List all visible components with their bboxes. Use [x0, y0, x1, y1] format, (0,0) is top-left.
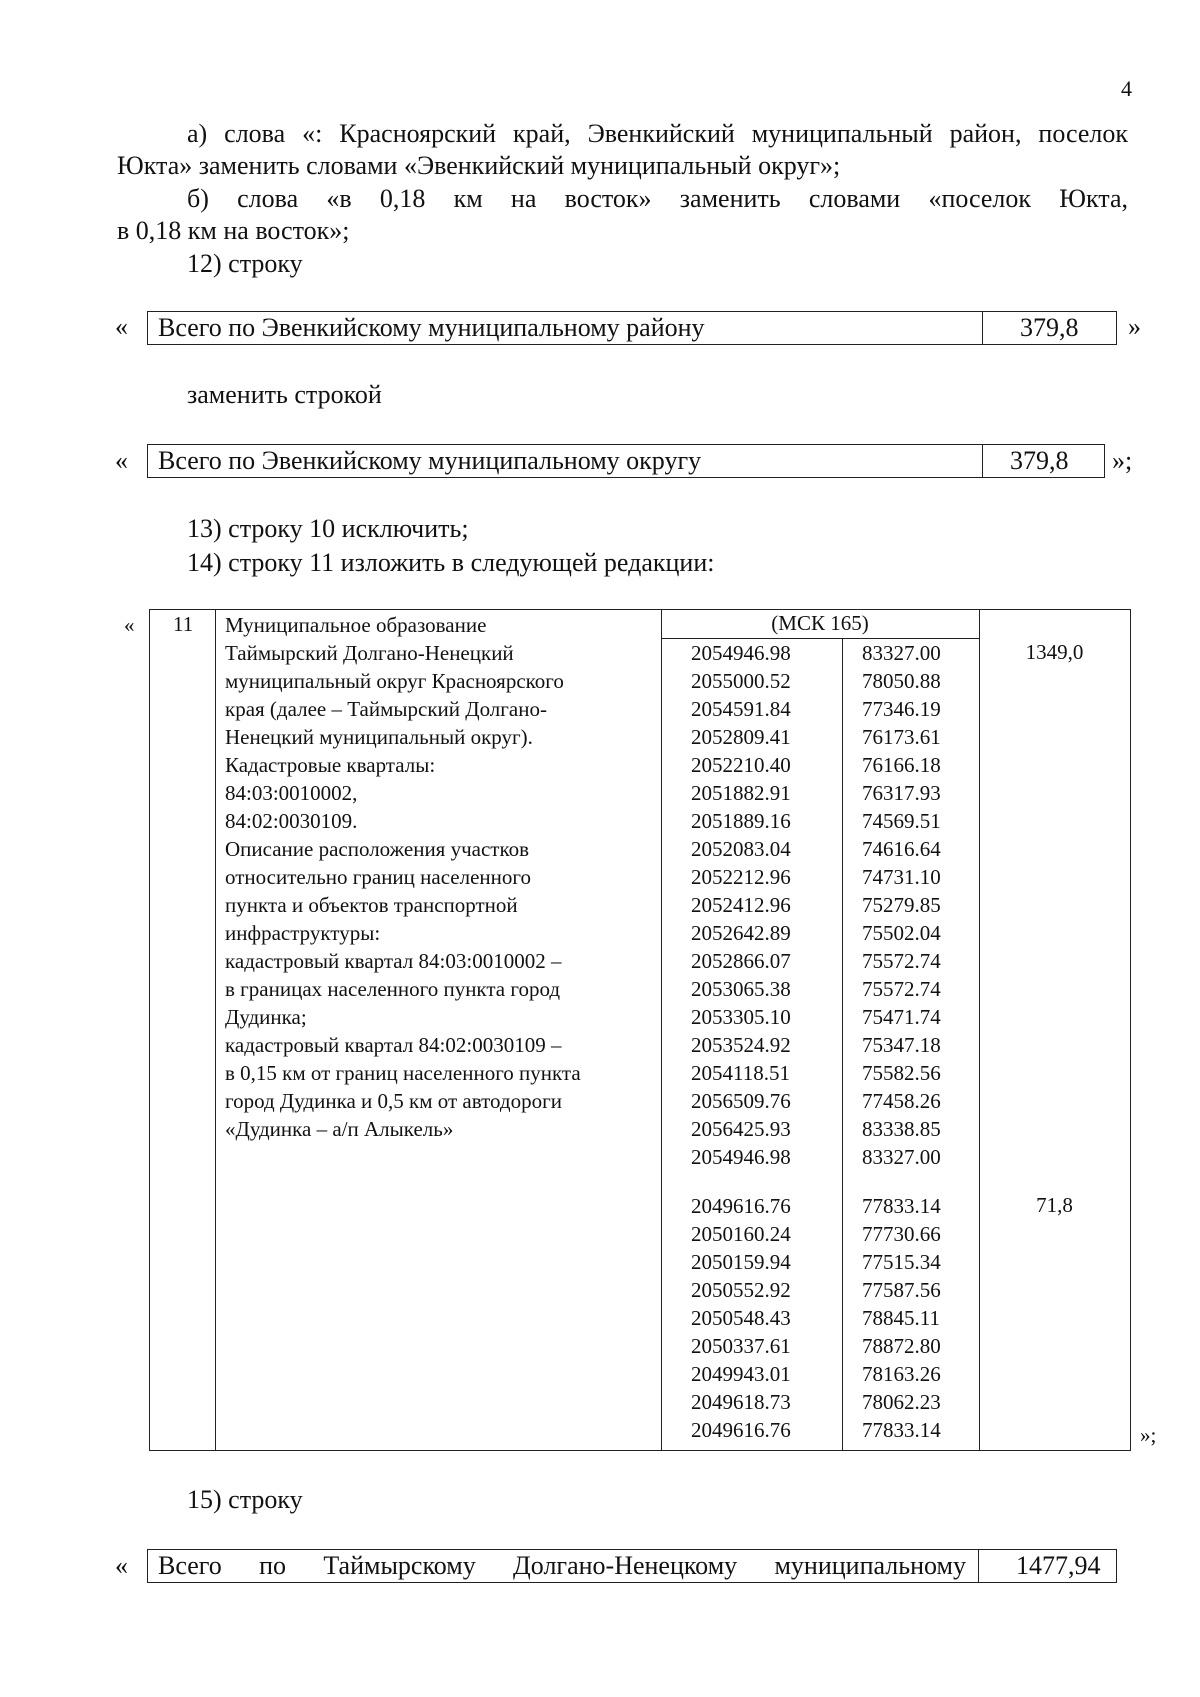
para-a-line1: а) слова «: Красноярский край, Эвенкийский муниципальный район, поселок — [187, 119, 1128, 148]
coordinates-table — [149, 609, 1131, 1451]
description-line: Описание расположения участков — [225, 837, 530, 861]
coord-x: 2049616.76 — [691, 1418, 791, 1442]
coord-x: 2054591.84 — [691, 697, 791, 721]
coord-row — [661, 751, 979, 779]
item-12: 12) строку — [187, 249, 303, 278]
box3-open-quote: « — [115, 1551, 128, 1580]
para-b-line1: б) слова «в 0,18 км на восток» заменить словами «поселок Юкта, — [187, 184, 1128, 213]
coord-y: 78845.11 — [862, 1306, 940, 1330]
box1-close-quote: » — [1128, 312, 1141, 341]
coord-y: 78163.26 — [862, 1362, 941, 1386]
table-open-quote: « — [124, 613, 135, 637]
item-14: 14) строку 11 изложить в следующей редакции: — [187, 548, 715, 577]
coord-x: 2051882.91 — [691, 781, 791, 805]
coord-row — [661, 1003, 979, 1031]
coord-x: 2051889.16 — [691, 809, 791, 833]
box2-label: Всего по Эвенкийскому муниципальному округу — [158, 446, 702, 475]
coord-row — [661, 1143, 979, 1171]
coord-row — [661, 667, 979, 695]
description-line: в 0,15 км от границ населенного пункта — [225, 1061, 581, 1085]
coord-x: 2054946.98 — [691, 641, 791, 665]
row-number: 11 — [173, 612, 194, 636]
description-line: Муниципальное образование — [225, 613, 487, 637]
description-line: края (далее – Таймырский Долгано- — [225, 697, 547, 721]
coord-y: 76317.93 — [862, 781, 941, 805]
coord-x: 2050337.61 — [691, 1334, 791, 1358]
coord-y: 75502.04 — [862, 921, 941, 945]
coord-system-header: (МСК 165) — [771, 611, 869, 635]
description-line: кадастровый квартал 84:03:0010002 – — [225, 949, 562, 973]
coord-y: 75471.74 — [862, 1005, 941, 1029]
coord-y: 77346.19 — [862, 697, 941, 721]
coord-x: 2052809.41 — [691, 725, 791, 749]
coord-row — [661, 807, 979, 835]
coord-row — [661, 947, 979, 975]
para-b-line2: в 0,18 км на восток»; — [117, 216, 350, 245]
description-line: муниципальный округ Красноярского — [225, 669, 564, 693]
coord-row — [661, 1115, 979, 1143]
description-cell — [225, 611, 581, 1143]
description-line: Кадастровые кварталы: — [225, 753, 436, 777]
coord-row — [661, 1087, 979, 1115]
box3-word: Долгано-Ненецкому — [513, 1551, 738, 1580]
coord-x: 2052083.04 — [691, 837, 791, 861]
box3-word: Всего — [158, 1551, 222, 1580]
coord-y: 76166.18 — [862, 753, 941, 777]
coord-x: 2052212.96 — [691, 865, 791, 889]
coord-x: 2053065.38 — [691, 977, 791, 1001]
coord-y: 83338.85 — [862, 1117, 941, 1141]
coord-y: 77587.56 — [862, 1278, 941, 1302]
coord-y: 74616.64 — [862, 837, 941, 861]
coord-row — [661, 1360, 979, 1388]
coord-x: 2052642.89 — [691, 921, 791, 945]
coord-y: 74569.51 — [862, 809, 941, 833]
description-line: город Дудинка и 0,5 км от автодороги — [225, 1089, 562, 1113]
coord-row — [661, 1220, 979, 1248]
coord-y: 77833.14 — [862, 1418, 941, 1442]
coord-y: 76173.61 — [862, 725, 941, 749]
para-a-line2: Юкта» заменить словами «Эвенкийский муниципальный округ»; — [117, 151, 841, 180]
coord-y: 78062.23 — [862, 1390, 941, 1414]
item-15: 15) строку — [187, 1485, 303, 1514]
box3-label — [158, 1550, 966, 1582]
coord-y: 77515.34 — [862, 1250, 941, 1274]
description-line: Таймырский Долгано-Ненецкий — [225, 641, 514, 665]
description-line: 84:02:0030109. — [225, 809, 358, 833]
coord-y: 75279.85 — [862, 893, 941, 917]
description-line: Ненецкий муниципальный округ). — [225, 725, 533, 749]
coord-x: 2054118.51 — [691, 1061, 790, 1085]
coord-x: 2055000.52 — [691, 669, 791, 693]
coord-row — [661, 863, 979, 891]
description-line: инфраструктуры: — [225, 921, 381, 945]
box1-label: Всего по Эвенкийскому муниципальному району — [158, 313, 705, 342]
description-line: относительно границ населенного — [225, 865, 531, 889]
coord-row — [661, 1416, 979, 1444]
box1-open-quote: « — [115, 312, 128, 341]
description-line: в границах населенного пункта город — [225, 977, 561, 1001]
description-line: «Дудинка – а/п Алыкель» — [225, 1117, 454, 1141]
description-line: Дудинка; — [225, 1005, 307, 1029]
coord-row — [661, 779, 979, 807]
coord-y: 75347.18 — [862, 1033, 941, 1057]
coord-x: 2056509.76 — [691, 1089, 791, 1113]
coord-row — [661, 835, 979, 863]
area-2: 71,8 — [1036, 1193, 1073, 1217]
coord-x: 2049618.73 — [691, 1390, 791, 1414]
coord-row — [661, 723, 979, 751]
coord-row — [661, 1248, 979, 1276]
box3-word: муниципальному — [774, 1551, 966, 1580]
coord-row — [661, 1276, 979, 1304]
description-line: 84:03:0010002, — [225, 781, 358, 805]
coord-x: 2050548.43 — [691, 1306, 791, 1330]
box2-close-quote: »; — [1112, 446, 1133, 475]
coord-y: 78872.80 — [862, 1334, 941, 1358]
coord-x: 2052412.96 — [691, 893, 791, 917]
coord-x: 2053305.10 — [691, 1005, 791, 1029]
area-1: 1349,0 — [1025, 640, 1084, 664]
table-close-quote: »; — [1140, 1423, 1157, 1447]
coord-row — [661, 1031, 979, 1059]
coord-x: 2056425.93 — [691, 1117, 791, 1141]
coord-x: 2052210.40 — [691, 753, 791, 777]
coord-row — [661, 1192, 979, 1220]
description-line: кадастровый квартал 84:02:0030109 – — [225, 1033, 562, 1057]
box1-row — [147, 311, 1117, 345]
coord-row — [661, 975, 979, 1003]
coord-y: 77833.14 — [862, 1194, 941, 1218]
coord-y: 83327.00 — [862, 641, 941, 665]
box3-word: Таймырскому — [323, 1551, 476, 1580]
coord-x: 2049616.76 — [691, 1194, 791, 1218]
box1-value: 379,8 — [1020, 313, 1079, 342]
box3-row — [147, 1549, 1117, 1583]
coord-row — [661, 1332, 979, 1360]
coord-y: 77730.66 — [862, 1222, 941, 1246]
coord-x: 2050552.92 — [691, 1278, 791, 1302]
coord-x: 2053524.92 — [691, 1033, 791, 1057]
coord-row — [661, 891, 979, 919]
description-line: пункта и объектов транспортной — [225, 893, 518, 917]
box2-open-quote: « — [115, 446, 128, 475]
replace-text: заменить строкой — [187, 380, 382, 409]
coord-y: 77458.26 — [862, 1089, 941, 1113]
box2-row — [147, 444, 1105, 478]
coord-y: 75572.74 — [862, 977, 941, 1001]
coord-row — [661, 1304, 979, 1332]
coord-row — [661, 639, 979, 667]
coord-row — [661, 695, 979, 723]
coord-y: 83327.00 — [862, 1145, 941, 1169]
box3-word: по — [259, 1551, 286, 1580]
coord-x: 2052866.07 — [691, 949, 791, 973]
box3-value: 1477,94 — [1016, 1551, 1101, 1580]
coord-x: 2050160.24 — [691, 1222, 791, 1246]
coord-row — [661, 1059, 979, 1087]
coord-x: 2050159.94 — [691, 1250, 791, 1274]
coord-x: 2049943.01 — [691, 1362, 791, 1386]
coord-row — [661, 919, 979, 947]
coord-y: 75582.56 — [862, 1061, 941, 1085]
item-13: 13) строку 10 исключить; — [187, 514, 469, 543]
coord-x: 2054946.98 — [691, 1145, 791, 1169]
coord-row — [661, 1388, 979, 1416]
page-number: 4 — [1121, 76, 1132, 101]
coord-y: 75572.74 — [862, 949, 941, 973]
coord-y: 74731.10 — [862, 865, 941, 889]
box2-value: 379,8 — [1010, 446, 1069, 475]
coord-y: 78050.88 — [862, 669, 941, 693]
